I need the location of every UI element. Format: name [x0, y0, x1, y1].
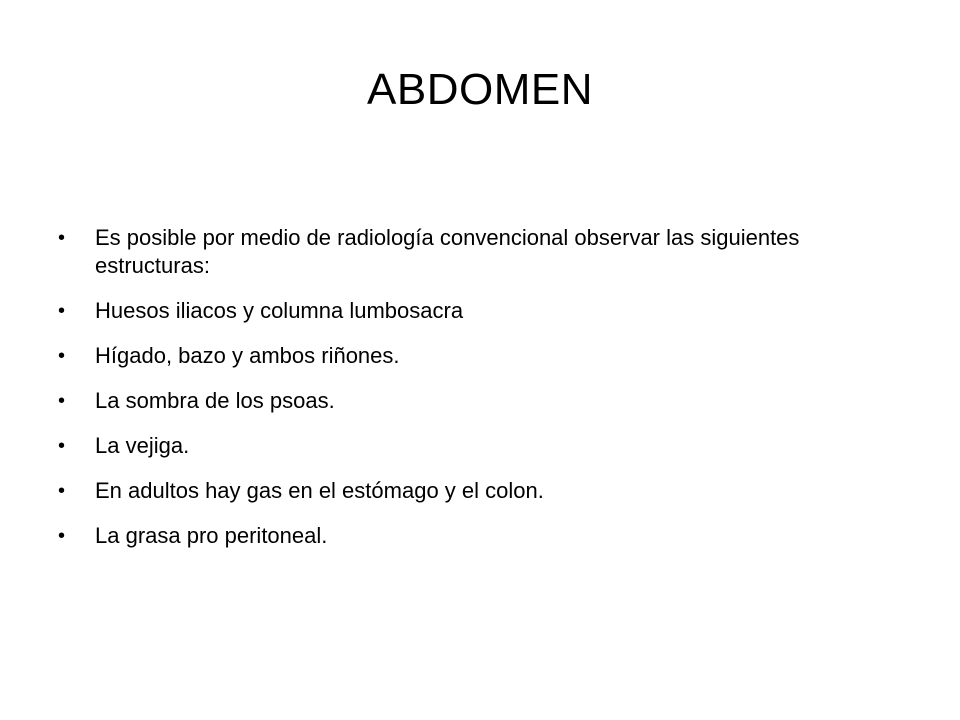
bullet-item-psoas-shadow	[58, 387, 898, 415]
bullet-text: La grasa pro peritoneal.	[95, 523, 328, 548]
bullet-item-liver-spleen-kidneys	[58, 342, 898, 370]
bullet-item-iliac-bones	[58, 297, 898, 325]
bullet-icon: •	[58, 345, 66, 367]
bullet-item-bladder	[58, 432, 898, 460]
bullet-text: La sombra de los psoas.	[95, 388, 335, 413]
bullet-text: Hígado, bazo y ambos riñones.	[95, 343, 400, 368]
bullet-icon: •	[58, 435, 66, 457]
bullet-text: Huesos iliacos y columna lumbosacra	[95, 298, 464, 323]
bullet-icon: •	[58, 480, 66, 502]
bullet-text: La vejiga.	[95, 433, 190, 458]
bullet-text: Es posible por medio de radiología convencional observar las siguientes estructuras:	[95, 225, 800, 278]
slide-title: ABDOMEN	[367, 65, 593, 114]
bullet-item-structures-intro	[58, 224, 898, 280]
bullet-text: En adultos hay gas en el estómago y el colon.	[95, 478, 544, 503]
bullet-list	[58, 224, 898, 567]
bullet-icon: •	[58, 300, 66, 322]
bullet-item-gas-stomach-colon	[58, 477, 898, 505]
bullet-icon: •	[58, 390, 66, 412]
bullet-icon: •	[58, 227, 66, 249]
bullet-item-preperitoneal-fat	[58, 522, 898, 550]
bullet-icon: •	[58, 525, 66, 547]
